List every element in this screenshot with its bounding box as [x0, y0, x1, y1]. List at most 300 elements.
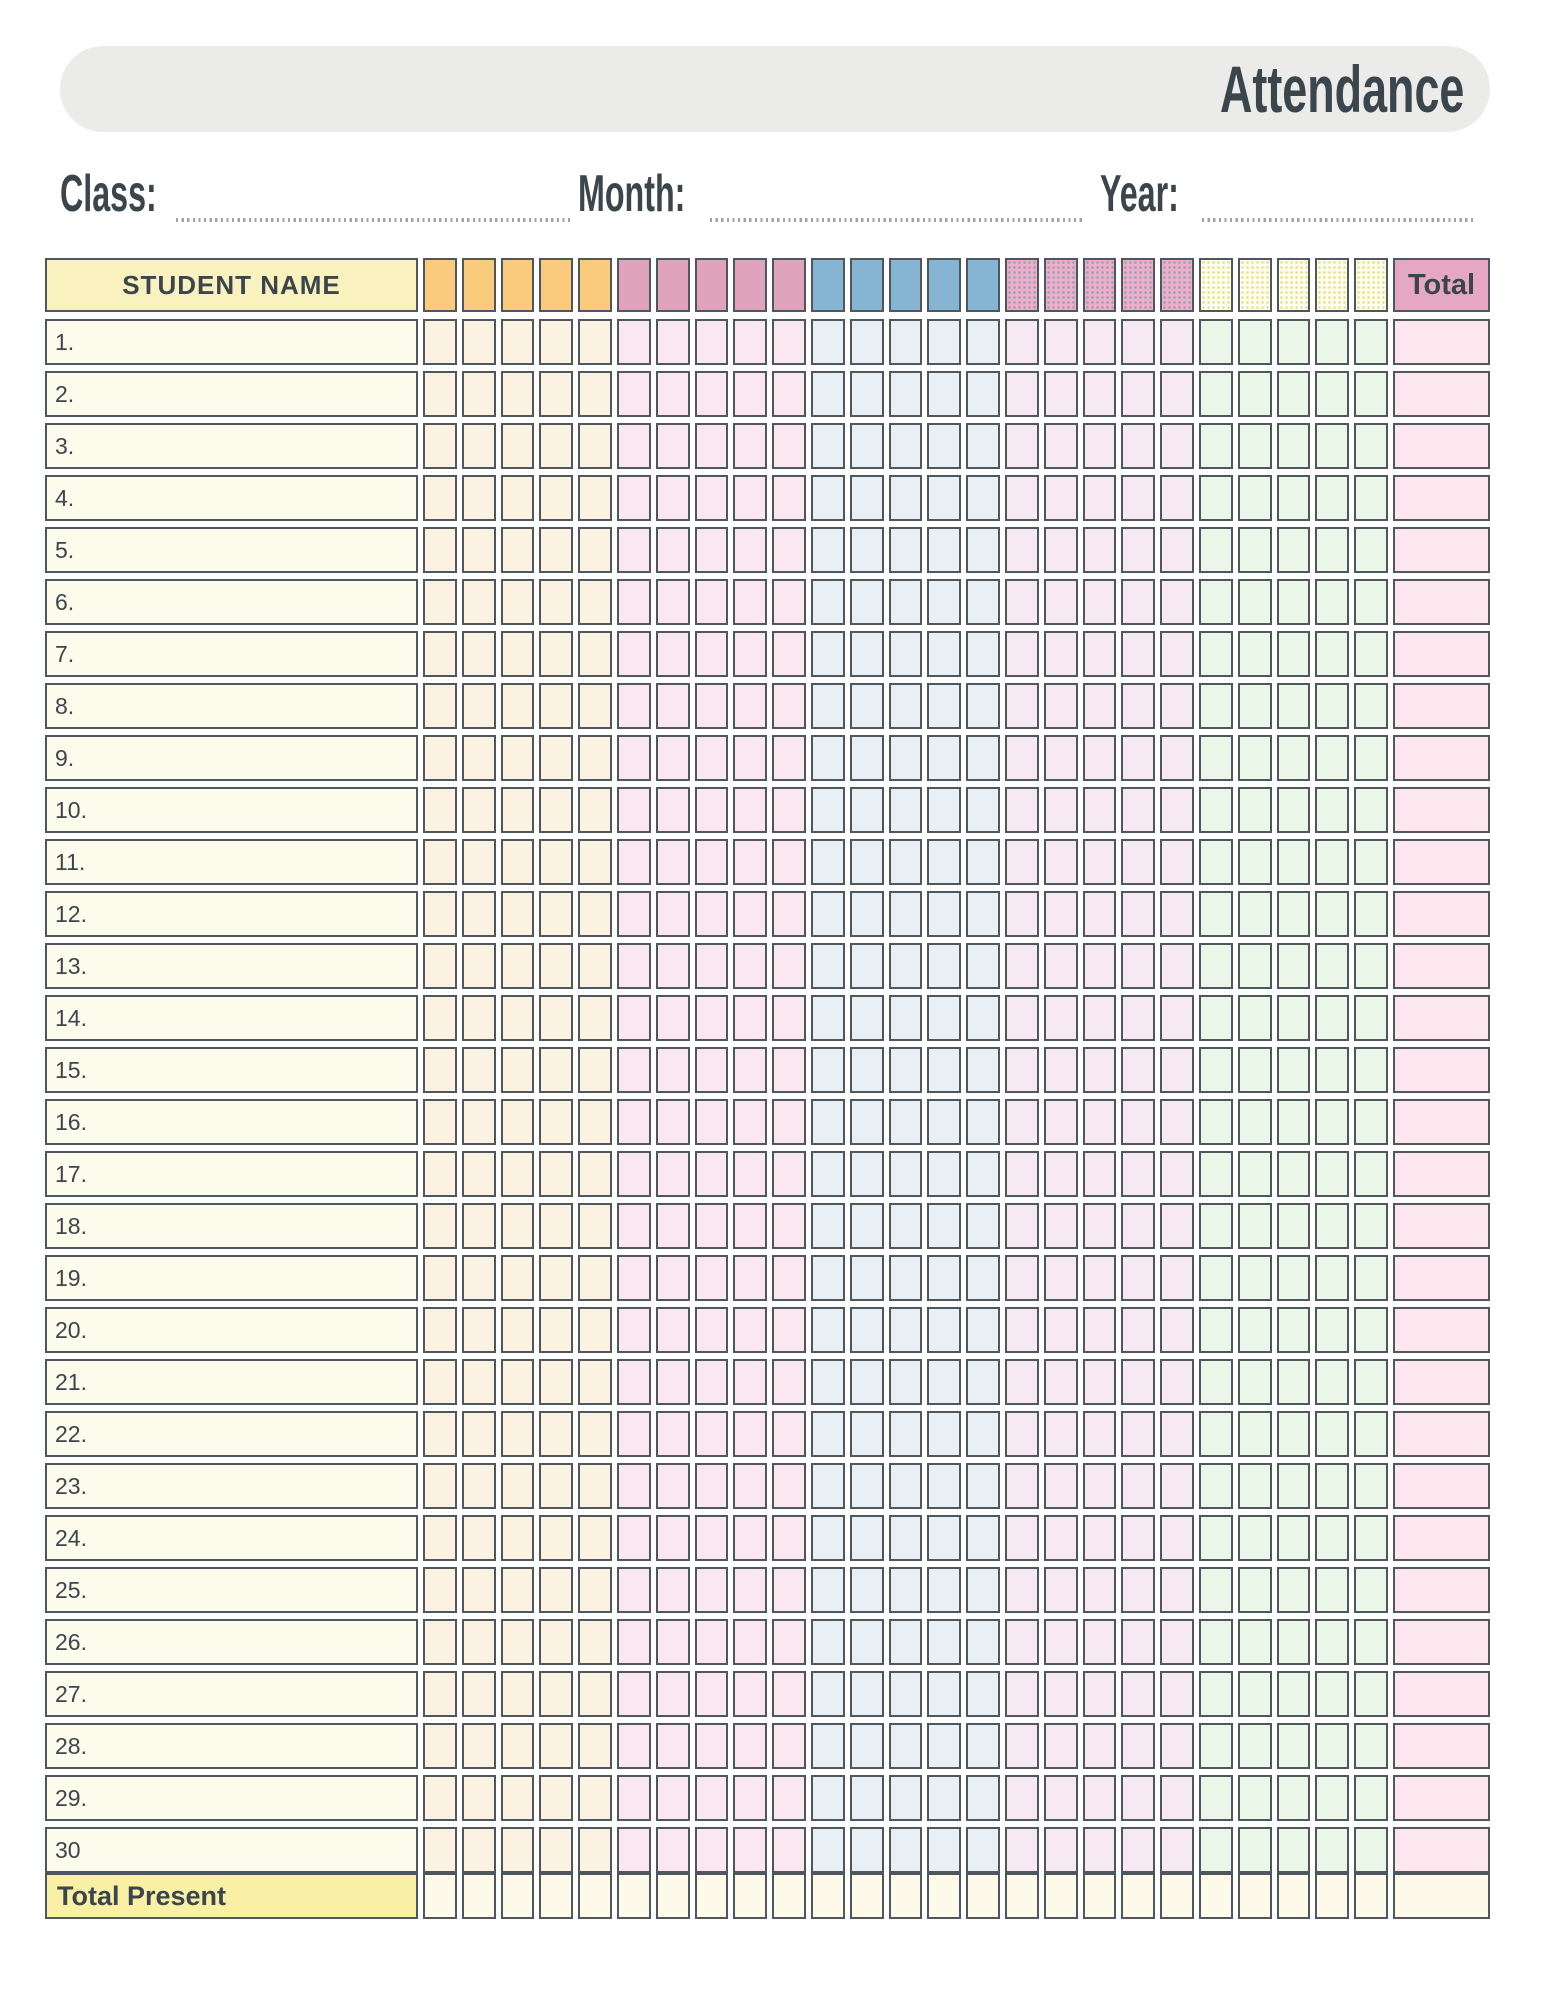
attendance-cell[interactable]: [656, 891, 690, 937]
attendance-cell[interactable]: [889, 1827, 923, 1873]
attendance-cell[interactable]: [1354, 943, 1388, 989]
attendance-cell[interactable]: [889, 839, 923, 885]
attendance-cell[interactable]: [695, 683, 729, 729]
attendance-cell[interactable]: [462, 1723, 496, 1769]
attendance-cell[interactable]: [772, 631, 806, 677]
attendance-cell[interactable]: [1121, 1671, 1155, 1717]
attendance-cell[interactable]: [772, 1151, 806, 1197]
attendance-cell[interactable]: [889, 475, 923, 521]
attendance-cell[interactable]: [811, 735, 845, 781]
attendance-cell[interactable]: [462, 631, 496, 677]
attendance-cell[interactable]: [695, 995, 729, 1041]
total-present-cell[interactable]: [850, 1873, 884, 1919]
attendance-cell[interactable]: [1121, 1515, 1155, 1561]
attendance-cell[interactable]: [462, 527, 496, 573]
student-name-cell[interactable]: [45, 319, 418, 365]
attendance-cell[interactable]: [811, 371, 845, 417]
attendance-cell[interactable]: [539, 1099, 573, 1145]
attendance-cell[interactable]: [1354, 735, 1388, 781]
attendance-cell[interactable]: [1238, 1047, 1272, 1093]
attendance-cell[interactable]: [695, 579, 729, 625]
attendance-cell[interactable]: [966, 423, 1000, 469]
student-name-cell[interactable]: [45, 1359, 418, 1405]
attendance-cell[interactable]: [1160, 1307, 1194, 1353]
attendance-cell[interactable]: [1354, 1255, 1388, 1301]
attendance-cell[interactable]: [1083, 1567, 1117, 1613]
attendance-cell[interactable]: [539, 1619, 573, 1665]
attendance-cell[interactable]: [966, 1723, 1000, 1769]
row-total-cell[interactable]: [1393, 1671, 1490, 1717]
attendance-cell[interactable]: [1199, 1619, 1233, 1665]
attendance-cell[interactable]: [1044, 1099, 1078, 1145]
attendance-cell[interactable]: [966, 527, 1000, 573]
attendance-cell[interactable]: [889, 1775, 923, 1821]
attendance-cell[interactable]: [1005, 1255, 1039, 1301]
attendance-cell[interactable]: [966, 579, 1000, 625]
row-total-cell[interactable]: [1393, 735, 1490, 781]
attendance-cell[interactable]: [423, 1723, 457, 1769]
attendance-cell[interactable]: [578, 1359, 612, 1405]
attendance-cell[interactable]: [539, 1411, 573, 1457]
attendance-cell[interactable]: [1005, 319, 1039, 365]
attendance-cell[interactable]: [889, 995, 923, 1041]
attendance-cell[interactable]: [1083, 475, 1117, 521]
attendance-cell[interactable]: [656, 1203, 690, 1249]
total-present-cell[interactable]: [1160, 1873, 1194, 1919]
attendance-cell[interactable]: [1238, 1567, 1272, 1613]
student-name-cell[interactable]: [45, 995, 418, 1041]
attendance-cell[interactable]: [927, 1619, 961, 1665]
attendance-cell[interactable]: [811, 995, 845, 1041]
attendance-cell[interactable]: [462, 1359, 496, 1405]
attendance-cell[interactable]: [811, 475, 845, 521]
attendance-cell[interactable]: [578, 1619, 612, 1665]
attendance-cell[interactable]: [462, 1255, 496, 1301]
attendance-cell[interactable]: [1277, 1619, 1311, 1665]
attendance-cell[interactable]: [733, 1671, 767, 1717]
attendance-cell[interactable]: [1354, 1463, 1388, 1509]
attendance-cell[interactable]: [1315, 1827, 1349, 1873]
attendance-cell[interactable]: [966, 475, 1000, 521]
attendance-cell[interactable]: [850, 1567, 884, 1613]
attendance-cell[interactable]: [1315, 1047, 1349, 1093]
attendance-cell[interactable]: [772, 423, 806, 469]
attendance-cell[interactable]: [1121, 579, 1155, 625]
attendance-cell[interactable]: [1277, 891, 1311, 937]
attendance-cell[interactable]: [462, 1047, 496, 1093]
attendance-cell[interactable]: [966, 683, 1000, 729]
attendance-cell[interactable]: [1238, 1359, 1272, 1405]
attendance-cell[interactable]: [1238, 579, 1272, 625]
attendance-cell[interactable]: [539, 1723, 573, 1769]
attendance-cell[interactable]: [1277, 943, 1311, 989]
attendance-cell[interactable]: [578, 1099, 612, 1145]
attendance-cell[interactable]: [1277, 1463, 1311, 1509]
attendance-cell[interactable]: [1044, 423, 1078, 469]
attendance-cell[interactable]: [1083, 995, 1117, 1041]
attendance-cell[interactable]: [1354, 787, 1388, 833]
attendance-cell[interactable]: [501, 1515, 535, 1561]
attendance-cell[interactable]: [617, 1151, 651, 1197]
attendance-cell[interactable]: [966, 1359, 1000, 1405]
row-total-cell[interactable]: [1393, 1515, 1490, 1561]
attendance-cell[interactable]: [501, 1307, 535, 1353]
attendance-cell[interactable]: [1354, 371, 1388, 417]
attendance-cell[interactable]: [462, 1515, 496, 1561]
attendance-cell[interactable]: [927, 1203, 961, 1249]
attendance-cell[interactable]: [889, 527, 923, 573]
attendance-cell[interactable]: [1005, 1411, 1039, 1457]
row-total-cell[interactable]: [1393, 423, 1490, 469]
attendance-cell[interactable]: [501, 579, 535, 625]
attendance-cell[interactable]: [1083, 1307, 1117, 1353]
attendance-cell[interactable]: [811, 1827, 845, 1873]
attendance-cell[interactable]: [1277, 839, 1311, 885]
attendance-cell[interactable]: [811, 1151, 845, 1197]
attendance-cell[interactable]: [966, 1151, 1000, 1197]
attendance-cell[interactable]: [617, 787, 651, 833]
attendance-cell[interactable]: [462, 1567, 496, 1613]
attendance-cell[interactable]: [927, 839, 961, 885]
attendance-cell[interactable]: [811, 1047, 845, 1093]
attendance-cell[interactable]: [656, 527, 690, 573]
attendance-cell[interactable]: [695, 1359, 729, 1405]
attendance-cell[interactable]: [656, 1307, 690, 1353]
attendance-cell[interactable]: [423, 1463, 457, 1509]
attendance-cell[interactable]: [1005, 839, 1039, 885]
attendance-cell[interactable]: [733, 683, 767, 729]
attendance-cell[interactable]: [966, 371, 1000, 417]
attendance-cell[interactable]: [539, 1463, 573, 1509]
attendance-cell[interactable]: [656, 371, 690, 417]
attendance-cell[interactable]: [1160, 735, 1194, 781]
attendance-cell[interactable]: [501, 527, 535, 573]
attendance-cell[interactable]: [1044, 1359, 1078, 1405]
attendance-cell[interactable]: [966, 1307, 1000, 1353]
attendance-cell[interactable]: [1121, 943, 1155, 989]
attendance-cell[interactable]: [1315, 995, 1349, 1041]
attendance-cell[interactable]: [462, 839, 496, 885]
attendance-cell[interactable]: [927, 527, 961, 573]
attendance-cell[interactable]: [889, 1619, 923, 1665]
attendance-cell[interactable]: [1005, 1047, 1039, 1093]
attendance-cell[interactable]: [927, 1307, 961, 1353]
attendance-cell[interactable]: [889, 1203, 923, 1249]
attendance-cell[interactable]: [1005, 1359, 1039, 1405]
attendance-cell[interactable]: [695, 1567, 729, 1613]
attendance-cell[interactable]: [539, 631, 573, 677]
attendance-cell[interactable]: [772, 1515, 806, 1561]
attendance-cell[interactable]: [423, 1307, 457, 1353]
attendance-cell[interactable]: [578, 1723, 612, 1769]
attendance-cell[interactable]: [617, 943, 651, 989]
attendance-cell[interactable]: [1199, 1567, 1233, 1613]
student-name-cell[interactable]: [45, 631, 418, 677]
attendance-cell[interactable]: [1121, 631, 1155, 677]
attendance-cell[interactable]: [1315, 1671, 1349, 1717]
attendance-cell[interactable]: [578, 1567, 612, 1613]
attendance-cell[interactable]: [1315, 891, 1349, 937]
attendance-cell[interactable]: [1083, 579, 1117, 625]
attendance-cell[interactable]: [1044, 371, 1078, 417]
attendance-cell[interactable]: [1238, 683, 1272, 729]
attendance-cell[interactable]: [1160, 1411, 1194, 1457]
attendance-cell[interactable]: [1277, 1359, 1311, 1405]
attendance-cell[interactable]: [1044, 1151, 1078, 1197]
attendance-cell[interactable]: [966, 995, 1000, 1041]
attendance-cell[interactable]: [733, 319, 767, 365]
attendance-cell[interactable]: [1354, 1359, 1388, 1405]
student-name-cell[interactable]: [45, 1567, 418, 1613]
attendance-cell[interactable]: [695, 631, 729, 677]
attendance-cell[interactable]: [1005, 1723, 1039, 1769]
total-present-cell[interactable]: [501, 1873, 535, 1919]
attendance-cell[interactable]: [927, 1515, 961, 1561]
attendance-cell[interactable]: [1199, 631, 1233, 677]
attendance-cell[interactable]: [811, 943, 845, 989]
attendance-cell[interactable]: [501, 1255, 535, 1301]
row-total-cell[interactable]: [1393, 787, 1490, 833]
attendance-cell[interactable]: [966, 735, 1000, 781]
attendance-cell[interactable]: [1160, 1515, 1194, 1561]
student-name-cell[interactable]: [45, 735, 418, 781]
row-total-cell[interactable]: [1393, 1619, 1490, 1665]
attendance-cell[interactable]: [501, 1775, 535, 1821]
attendance-cell[interactable]: [733, 475, 767, 521]
attendance-cell[interactable]: [423, 1411, 457, 1457]
attendance-cell[interactable]: [1277, 995, 1311, 1041]
attendance-cell[interactable]: [501, 1359, 535, 1405]
attendance-cell[interactable]: [617, 1827, 651, 1873]
attendance-cell[interactable]: [1354, 1047, 1388, 1093]
attendance-cell[interactable]: [1083, 1723, 1117, 1769]
attendance-cell[interactable]: [733, 1567, 767, 1613]
attendance-cell[interactable]: [539, 1827, 573, 1873]
attendance-cell[interactable]: [1315, 631, 1349, 677]
attendance-cell[interactable]: [695, 1307, 729, 1353]
attendance-cell[interactable]: [539, 1359, 573, 1405]
attendance-cell[interactable]: [1121, 1151, 1155, 1197]
attendance-cell[interactable]: [850, 579, 884, 625]
attendance-cell[interactable]: [617, 839, 651, 885]
attendance-cell[interactable]: [578, 995, 612, 1041]
attendance-cell[interactable]: [927, 371, 961, 417]
attendance-cell[interactable]: [462, 1099, 496, 1145]
attendance-cell[interactable]: [850, 631, 884, 677]
attendance-cell[interactable]: [1121, 319, 1155, 365]
attendance-cell[interactable]: [966, 943, 1000, 989]
attendance-cell[interactable]: [656, 1255, 690, 1301]
attendance-cell[interactable]: [501, 1671, 535, 1717]
attendance-cell[interactable]: [1083, 1047, 1117, 1093]
attendance-cell[interactable]: [656, 839, 690, 885]
attendance-cell[interactable]: [1315, 1203, 1349, 1249]
attendance-cell[interactable]: [966, 631, 1000, 677]
attendance-cell[interactable]: [617, 1047, 651, 1093]
attendance-cell[interactable]: [1238, 1255, 1272, 1301]
attendance-cell[interactable]: [1083, 1099, 1117, 1145]
attendance-cell[interactable]: [501, 995, 535, 1041]
attendance-cell[interactable]: [1121, 1463, 1155, 1509]
attendance-cell[interactable]: [966, 891, 1000, 937]
attendance-cell[interactable]: [1083, 683, 1117, 729]
attendance-cell[interactable]: [1315, 735, 1349, 781]
row-total-cell[interactable]: [1393, 839, 1490, 885]
total-present-cell[interactable]: [927, 1873, 961, 1919]
attendance-cell[interactable]: [695, 1515, 729, 1561]
attendance-cell[interactable]: [1160, 1775, 1194, 1821]
attendance-cell[interactable]: [656, 423, 690, 469]
attendance-cell[interactable]: [1121, 1203, 1155, 1249]
attendance-cell[interactable]: [1044, 839, 1078, 885]
attendance-cell[interactable]: [1160, 579, 1194, 625]
attendance-cell[interactable]: [617, 1515, 651, 1561]
attendance-cell[interactable]: [772, 579, 806, 625]
total-present-cell[interactable]: [1238, 1873, 1272, 1919]
attendance-cell[interactable]: [889, 1359, 923, 1405]
attendance-cell[interactable]: [462, 787, 496, 833]
attendance-cell[interactable]: [1044, 1307, 1078, 1353]
attendance-cell[interactable]: [1083, 527, 1117, 573]
attendance-cell[interactable]: [1315, 1151, 1349, 1197]
row-total-cell[interactable]: [1393, 1723, 1490, 1769]
attendance-cell[interactable]: [423, 1203, 457, 1249]
attendance-cell[interactable]: [1160, 1099, 1194, 1145]
student-name-cell[interactable]: [45, 527, 418, 573]
attendance-cell[interactable]: [889, 1567, 923, 1613]
attendance-cell[interactable]: [772, 475, 806, 521]
attendance-cell[interactable]: [1044, 527, 1078, 573]
attendance-cell[interactable]: [1315, 839, 1349, 885]
attendance-cell[interactable]: [811, 423, 845, 469]
attendance-cell[interactable]: [1160, 1203, 1194, 1249]
attendance-cell[interactable]: [1005, 1099, 1039, 1145]
attendance-cell[interactable]: [733, 1411, 767, 1457]
attendance-cell[interactable]: [656, 579, 690, 625]
total-present-cell[interactable]: [733, 1873, 767, 1919]
attendance-cell[interactable]: [850, 787, 884, 833]
attendance-cell[interactable]: [1044, 1515, 1078, 1561]
attendance-cell[interactable]: [1199, 1775, 1233, 1821]
attendance-cell[interactable]: [927, 735, 961, 781]
attendance-cell[interactable]: [1005, 1515, 1039, 1561]
attendance-cell[interactable]: [772, 1359, 806, 1405]
attendance-cell[interactable]: [966, 1827, 1000, 1873]
attendance-cell[interactable]: [1238, 1775, 1272, 1821]
attendance-cell[interactable]: [1005, 631, 1039, 677]
attendance-cell[interactable]: [1315, 1307, 1349, 1353]
attendance-cell[interactable]: [1005, 1619, 1039, 1665]
attendance-cell[interactable]: [695, 423, 729, 469]
row-total-cell[interactable]: [1393, 1307, 1490, 1353]
attendance-cell[interactable]: [1005, 735, 1039, 781]
attendance-cell[interactable]: [772, 527, 806, 573]
attendance-cell[interactable]: [1121, 1775, 1155, 1821]
attendance-cell[interactable]: [1199, 787, 1233, 833]
attendance-cell[interactable]: [772, 1775, 806, 1821]
attendance-cell[interactable]: [695, 527, 729, 573]
attendance-cell[interactable]: [423, 1775, 457, 1821]
attendance-cell[interactable]: [1354, 1671, 1388, 1717]
attendance-cell[interactable]: [617, 1255, 651, 1301]
attendance-cell[interactable]: [1199, 319, 1233, 365]
attendance-cell[interactable]: [966, 319, 1000, 365]
attendance-cell[interactable]: [733, 1515, 767, 1561]
attendance-cell[interactable]: [501, 1567, 535, 1613]
attendance-cell[interactable]: [889, 1151, 923, 1197]
attendance-cell[interactable]: [733, 891, 767, 937]
attendance-cell[interactable]: [1238, 787, 1272, 833]
attendance-cell[interactable]: [927, 579, 961, 625]
attendance-cell[interactable]: [462, 683, 496, 729]
attendance-cell[interactable]: [656, 1723, 690, 1769]
attendance-cell[interactable]: [462, 1619, 496, 1665]
attendance-cell[interactable]: [1160, 1723, 1194, 1769]
total-present-cell[interactable]: [1354, 1873, 1388, 1919]
attendance-cell[interactable]: [772, 1255, 806, 1301]
attendance-cell[interactable]: [850, 735, 884, 781]
attendance-cell[interactable]: [617, 1619, 651, 1665]
total-present-cell[interactable]: [889, 1873, 923, 1919]
attendance-cell[interactable]: [1199, 1099, 1233, 1145]
attendance-cell[interactable]: [1083, 1255, 1117, 1301]
attendance-cell[interactable]: [1199, 1827, 1233, 1873]
attendance-cell[interactable]: [850, 319, 884, 365]
attendance-cell[interactable]: [617, 423, 651, 469]
attendance-cell[interactable]: [423, 1827, 457, 1873]
attendance-cell[interactable]: [889, 1307, 923, 1353]
student-name-cell[interactable]: [45, 683, 418, 729]
student-name-cell[interactable]: [45, 1307, 418, 1353]
attendance-cell[interactable]: [462, 319, 496, 365]
attendance-cell[interactable]: [578, 1151, 612, 1197]
attendance-cell[interactable]: [1354, 1775, 1388, 1821]
attendance-cell[interactable]: [1044, 1567, 1078, 1613]
attendance-cell[interactable]: [423, 631, 457, 677]
attendance-cell[interactable]: [772, 839, 806, 885]
attendance-cell[interactable]: [617, 1775, 651, 1821]
attendance-cell[interactable]: [1199, 371, 1233, 417]
attendance-cell[interactable]: [656, 1567, 690, 1613]
attendance-cell[interactable]: [927, 1411, 961, 1457]
attendance-cell[interactable]: [850, 423, 884, 469]
attendance-cell[interactable]: [1238, 319, 1272, 365]
attendance-cell[interactable]: [501, 1203, 535, 1249]
attendance-cell[interactable]: [889, 423, 923, 469]
attendance-cell[interactable]: [656, 1515, 690, 1561]
attendance-cell[interactable]: [772, 1567, 806, 1613]
attendance-cell[interactable]: [578, 1827, 612, 1873]
attendance-cell[interactable]: [539, 371, 573, 417]
total-present-cell[interactable]: [1005, 1873, 1039, 1919]
attendance-cell[interactable]: [1238, 371, 1272, 417]
attendance-cell[interactable]: [1199, 1359, 1233, 1405]
attendance-cell[interactable]: [1199, 1671, 1233, 1717]
attendance-cell[interactable]: [501, 1047, 535, 1093]
attendance-cell[interactable]: [1199, 1515, 1233, 1561]
attendance-cell[interactable]: [811, 1203, 845, 1249]
attendance-cell[interactable]: [695, 319, 729, 365]
row-total-cell[interactable]: [1393, 1463, 1490, 1509]
attendance-cell[interactable]: [1199, 683, 1233, 729]
attendance-cell[interactable]: [1083, 631, 1117, 677]
attendance-cell[interactable]: [1160, 1463, 1194, 1509]
attendance-cell[interactable]: [423, 1359, 457, 1405]
row-total-cell[interactable]: [1393, 1411, 1490, 1457]
attendance-cell[interactable]: [1354, 319, 1388, 365]
attendance-cell[interactable]: [1160, 1359, 1194, 1405]
attendance-cell[interactable]: [578, 839, 612, 885]
